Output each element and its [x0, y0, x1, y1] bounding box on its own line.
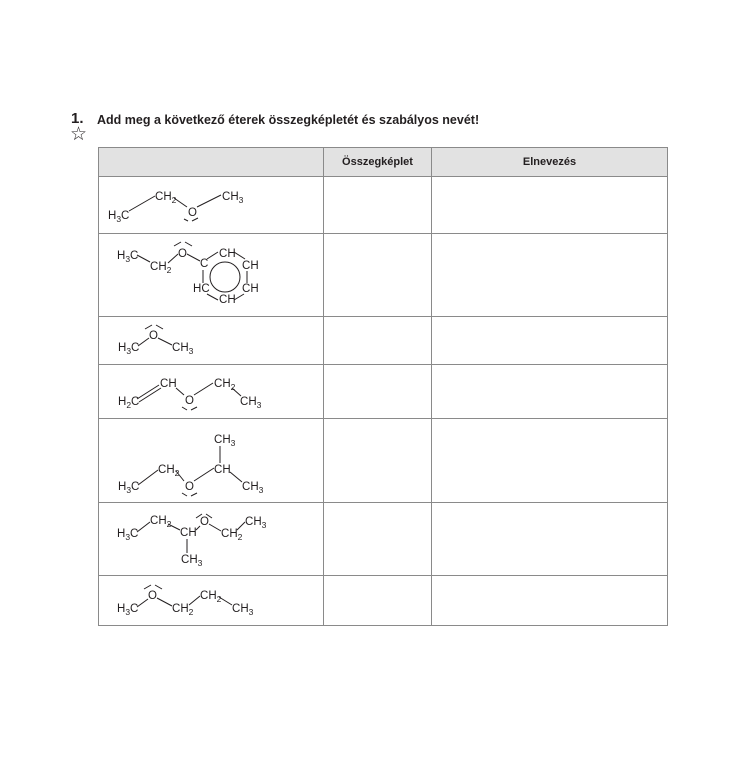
atom-label: CH — [242, 260, 259, 272]
table-row — [99, 365, 668, 419]
atom-label: O — [149, 330, 158, 342]
table-row — [99, 177, 668, 234]
atom-label: CH2 — [150, 261, 172, 275]
question-number: 1. — [71, 110, 84, 127]
table-header — [99, 148, 668, 177]
atom-label: O — [185, 395, 194, 407]
header-formula: Összegképlet — [324, 148, 432, 177]
structure-cell — [99, 419, 324, 503]
atom-label: CH3 — [232, 603, 254, 617]
structure-cell — [99, 365, 324, 419]
structure-cell — [99, 576, 324, 626]
table-row — [99, 503, 668, 576]
atom-label: H3C — [117, 603, 139, 617]
structure-cell — [99, 177, 324, 234]
header-name: Elnevezés — [432, 148, 668, 177]
atom-label: CH3 — [222, 191, 244, 205]
name-cell[interactable] — [432, 576, 668, 626]
formula-cell[interactable] — [324, 317, 432, 365]
atom-label: H3C — [117, 528, 139, 542]
atom-label: H3C — [118, 342, 140, 356]
name-cell[interactable] — [432, 234, 668, 317]
atom-label: CH — [160, 378, 177, 390]
atom-label: CH3 — [245, 516, 267, 530]
atom-label: CH3 — [214, 434, 236, 448]
atom-label: O — [178, 248, 187, 260]
formula-cell[interactable] — [324, 234, 432, 317]
atom-label: CH2 — [214, 378, 236, 392]
table-row — [99, 419, 668, 503]
formula-cell[interactable] — [324, 177, 432, 234]
table-row — [99, 317, 668, 365]
table-row — [99, 576, 668, 626]
formula-cell[interactable] — [324, 419, 432, 503]
atom-label: CH2 — [150, 515, 172, 529]
atom-label: H3C — [118, 481, 140, 495]
atom-label: O — [200, 516, 209, 528]
atom-label: H2C — [118, 396, 140, 410]
atom-label: CH2 — [158, 464, 180, 478]
name-cell[interactable] — [432, 365, 668, 419]
atom-label: O — [188, 207, 197, 219]
star-icon: ☆ — [70, 124, 88, 145]
atom-label: CH — [219, 294, 236, 306]
atom-label: CH — [242, 283, 259, 295]
formula-cell[interactable] — [324, 576, 432, 626]
atom-label: O — [185, 481, 194, 493]
question-text: Add meg a következő éterek összegképletét és szabályos nevét! — [97, 113, 480, 127]
atom-label: H3C — [108, 210, 130, 224]
name-cell[interactable] — [432, 177, 668, 234]
atom-label: O — [148, 590, 157, 602]
atom-label: CH2 — [155, 191, 177, 205]
atom-label: CH3 — [181, 554, 203, 568]
formula-cell[interactable] — [324, 503, 432, 576]
structure-cell — [99, 317, 324, 365]
header-structure — [99, 148, 324, 177]
atom-label: H3C — [117, 250, 139, 264]
atom-label: CH — [214, 464, 231, 476]
atom-label: CH2 — [200, 590, 222, 604]
name-cell[interactable] — [432, 317, 668, 365]
atom-label: CH3 — [172, 342, 194, 356]
atom-label: CH2 — [172, 603, 194, 617]
atom-label: CH3 — [240, 396, 262, 410]
atom-label: HC — [193, 283, 210, 295]
formula-cell[interactable] — [324, 365, 432, 419]
structure-cell — [99, 503, 324, 576]
atom-label: CH3 — [242, 481, 264, 495]
atom-label: C — [200, 258, 209, 270]
name-cell[interactable] — [432, 419, 668, 503]
atom-label: CH2 — [221, 528, 243, 542]
structure-cell — [99, 234, 324, 317]
name-cell[interactable] — [432, 503, 668, 576]
atom-label: CH — [219, 248, 236, 260]
answer-table — [98, 147, 668, 626]
atom-label: CH — [180, 527, 197, 539]
table-row — [99, 234, 668, 317]
